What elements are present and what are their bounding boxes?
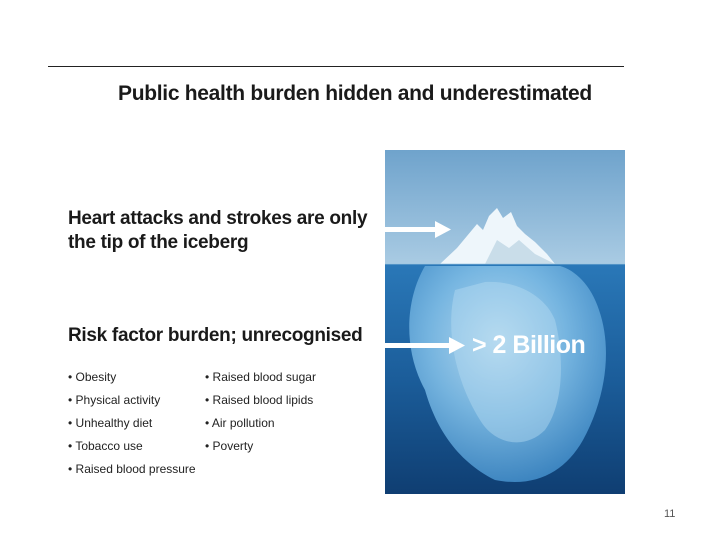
risk-factor-item: • Raised blood pressure [68, 462, 196, 476]
page-number: 11 [664, 508, 676, 520]
risk-factor-item: • Unhealthy diet [68, 416, 153, 430]
risk-factor-item: • Air pollution [205, 416, 275, 430]
risk-factor-item: • Raised blood lipids [205, 393, 314, 407]
risk-factor-item: • Physical activity [68, 393, 161, 407]
risk-factor-item: • Obesity [68, 370, 117, 384]
billion-label: > 2 Billion [472, 331, 586, 359]
tip-of-iceberg-heading: Heart attacks and strokes are only the tip of the iceberg [68, 208, 368, 253]
risk-factor-item: • Raised blood sugar [205, 370, 316, 384]
risk-factor-item: • Poverty [205, 439, 254, 453]
risk-factor-list-left [68, 366, 196, 481]
risk-factor-heading: Risk factor burden; unrecognised [68, 325, 363, 346]
title-rule [48, 66, 624, 67]
risk-factor-item: • Tobacco use [68, 439, 143, 453]
slide-title: Public health burden hidden and underestimated [118, 82, 592, 105]
risk-factor-list-right [205, 366, 316, 458]
iceberg-image [385, 150, 625, 494]
